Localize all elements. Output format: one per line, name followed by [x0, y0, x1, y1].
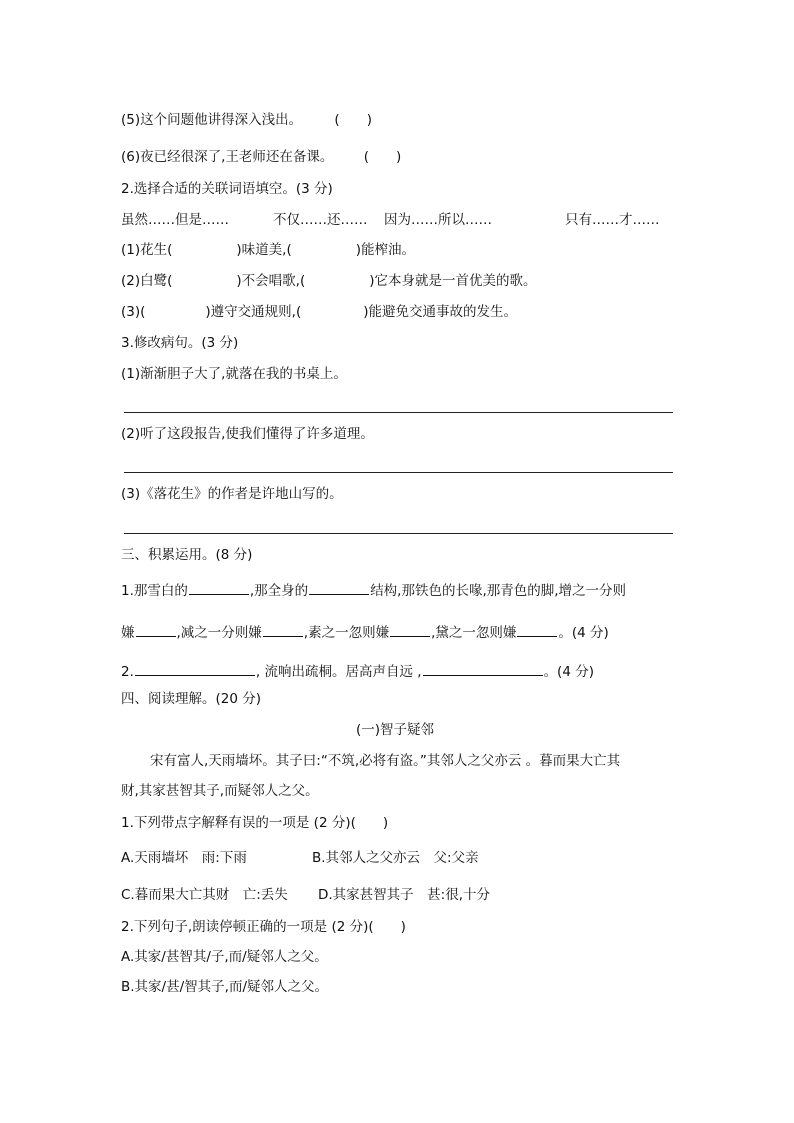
question-text: (6)夜已经很深了,王老师还在备课。 [121, 149, 334, 165]
option-3: 因为……所以…… [384, 212, 492, 228]
choice-b[interactable]: B.其家/甚/智其子,而/疑邻人之父。 [121, 979, 328, 995]
answer-bracket[interactable]: ( ) [363, 149, 402, 165]
option-2: 不仅……还…… [273, 212, 368, 228]
fill-blank[interactable] [135, 661, 255, 676]
sick-sentence-2: (2)听了这段报告,使我们懂得了许多道理。 [121, 426, 374, 442]
fill-blank[interactable] [136, 622, 176, 637]
choice-c[interactable]: C.暮而果大亡其财 亡:丢失 [121, 887, 288, 903]
passage-line-1: 宋有富人,天雨墙坏。其子曰:“不筑,必将有盗。”其邻人之父亦云 。暮而果大亡其 [150, 753, 621, 769]
reading-question-2: 2.下列句子,朗读停顿正确的一项是 (2 分)( ) [121, 919, 406, 935]
q3-title: 3.修改病句。(3 分) [121, 335, 239, 351]
fill-blank[interactable] [423, 661, 543, 676]
choice-d[interactable]: D.其家甚智其子 甚:很,十分 [318, 887, 491, 903]
choice-a[interactable]: A.其家/甚智其/子,而/疑邻人之父。 [121, 949, 328, 965]
section-4-heading: 四、阅读理解。(20 分) [121, 691, 262, 707]
fill-blank[interactable] [517, 622, 557, 637]
passage-title: (一)智子疑邻 [356, 722, 435, 738]
question-line [121, 111, 372, 129]
answer-line[interactable] [124, 472, 673, 473]
fill-line-2: (2)白鹭( )不会唱歌,( )它本身就是一首优美的歌。 [121, 273, 537, 289]
accumulate-line-2: 嫌 ,减之一分则嫌 ,素之一忽则嫌 ,黛之一忽则嫌 。(4 分) [121, 622, 609, 642]
q2-title: 2.选择合适的关联词语填空。(3 分) [121, 181, 333, 197]
fill-line-3: (3)( )遵守交通规则,( )能避免交通事故的发生。 [121, 304, 517, 320]
poem-fill-line: 2. , 流响出疏桐。居高声自远 , 。(4 分) [121, 661, 594, 681]
reading-question-1: 1.下列带点字解释有误的一项是 (2 分)( ) [121, 815, 389, 831]
fill-line-1: (1)花生( )味道美,( )能榨油。 [121, 242, 415, 258]
choice-b[interactable]: B.其邻人之父亦云 父:父亲 [312, 850, 479, 866]
fill-blank[interactable] [390, 622, 430, 637]
choice-a[interactable]: A.天雨墙坏 雨:下雨 [121, 850, 247, 866]
option-4: 只有……才…… [565, 212, 660, 228]
option-1: 虽然……但是…… [121, 212, 229, 228]
answer-bracket[interactable]: ( ) [334, 112, 372, 128]
sick-sentence-1: (1)渐渐胆子大了,就落在我的书桌上。 [121, 366, 347, 382]
fill-blank[interactable] [263, 622, 303, 637]
question-line [121, 148, 401, 166]
answer-line[interactable] [124, 412, 673, 413]
section-3-heading: 三、积累运用。(8 分) [121, 547, 253, 563]
accumulate-line-1: 1.那雪白的 ,那全身的 结构,那铁色的长喙,那青色的脚,增之一分则 [121, 580, 626, 600]
fill-blank[interactable] [189, 580, 249, 595]
fill-blank[interactable] [309, 580, 369, 595]
passage-line-2: 财,其家甚智其子,而疑邻人之父。 [121, 783, 319, 799]
sick-sentence-3: (3)《落花生》的作者是许地山写的。 [121, 486, 343, 502]
answer-line[interactable] [124, 533, 673, 534]
question-text: (5)这个问题他讲得深入浅出。 [121, 112, 303, 128]
